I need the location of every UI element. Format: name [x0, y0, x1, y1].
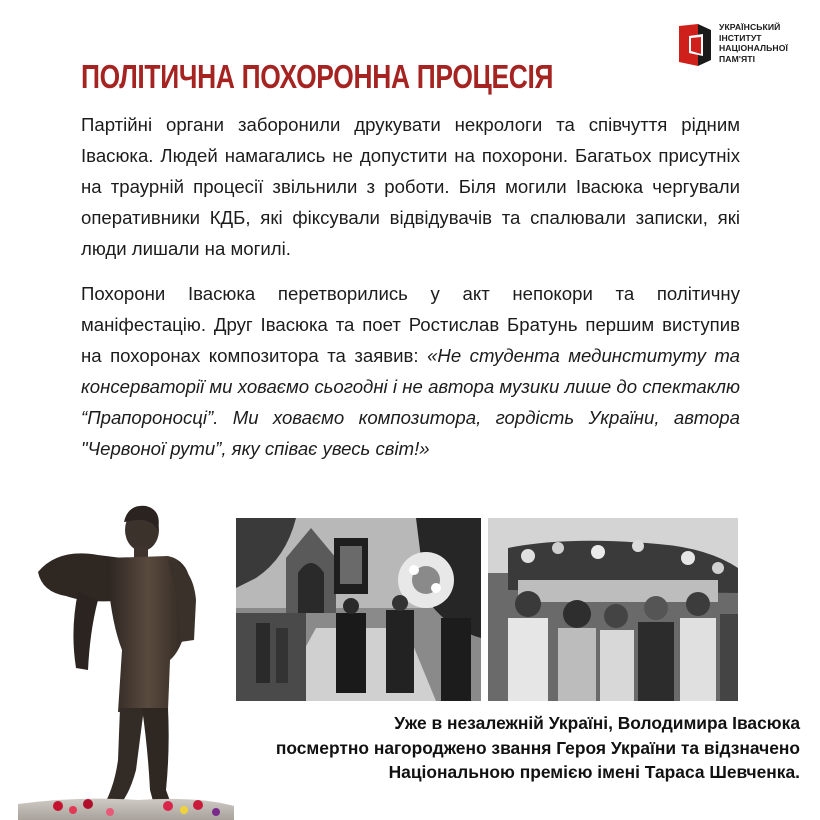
paragraph-manifestation: [81, 278, 740, 464]
paragraph-intro: Похорони Івасюка перетворились у акт непокори та політичну маніфестацію. Друг Івасюка та поет Ростислав Братунь першим виступив на похоронах композитора та заявив:: [81, 283, 740, 366]
caption-line: посмертно нагороджено звання Героя України та відзначено: [275, 737, 800, 758]
logo-line: НАЦІОНАЛЬНОЇ: [719, 43, 788, 54]
funeral-procession-photo: [236, 518, 481, 701]
pallbearers-photo: [488, 518, 738, 701]
institute-logo: [676, 20, 806, 70]
caption-line: Національною премією імені Тараса Шевченка.: [388, 762, 800, 782]
logo-line: ПАМ'ЯТІ: [719, 53, 756, 64]
caption-line: Уже в незалежній Україні, Володимира Івасюка: [394, 713, 800, 733]
paragraph-censorship: Партійні органи заборонили друкувати некрологи та співчуття рідним Івасюка. Людей намагались не допустити на похорони. Багатьох присутніх на траурній процесії звільнили з роботи. Біля могили Івасюка чергували оперативники КДБ, які фіксували відвідувачів та спалювали записки, які люди лишали на могилі.: [81, 114, 740, 259]
logo-mark-icon: [676, 22, 714, 68]
page-title: ПОЛІТИЧНА ПОХОРОННА ПРОЦЕСІЯ: [81, 58, 554, 95]
logo-line: ІНСТИТУТ: [719, 32, 762, 43]
award-caption: [160, 711, 800, 785]
logo-line: УКРАЇНСЬКИЙ: [719, 22, 781, 32]
logo-text: [719, 22, 809, 64]
bratun-quote: «Не студента мединституту та консерваторії ми ховаємо сьогодні і не автора музики лише до спектаклю “Прапороносці”. Ми ховаємо композитора, гордість України, автора "Червоної рути”, яку співає увесь світ!»: [81, 345, 741, 459]
